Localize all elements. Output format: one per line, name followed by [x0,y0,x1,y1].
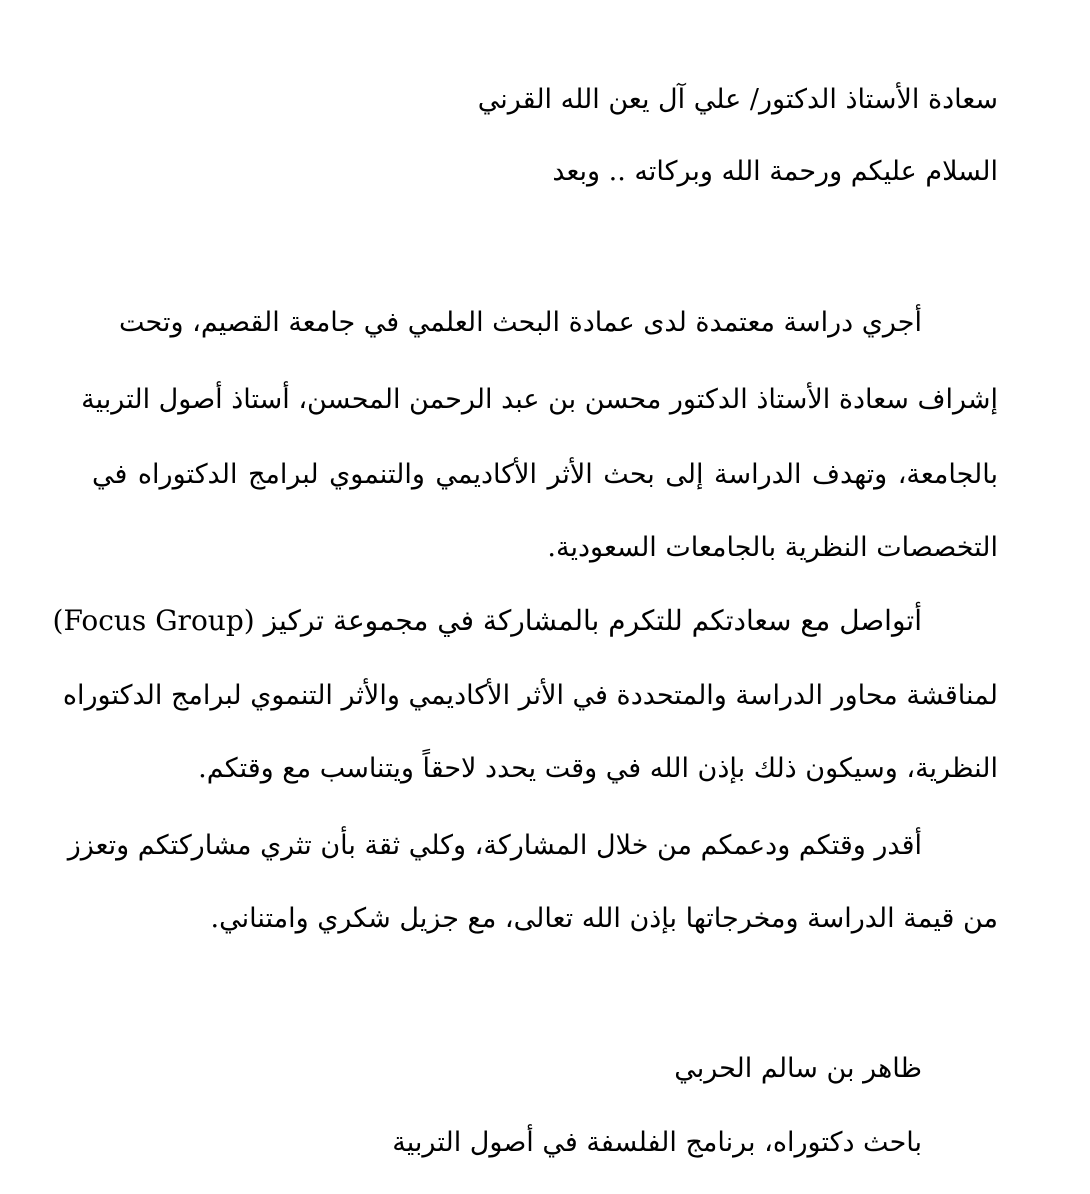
paragraph1-line3: بالجامعة، وتهدف الدراسة إلى بحث الأثر الأكاديمي والتنموي لبرامج الدكتوراه في [92,459,998,490]
addressee-line: سعادة الأستاذ الدكتور/ علي آل يعن الله القرني [477,84,998,115]
paragraph2-line2: لمناقشة محاور الدراسة والمتحددة في الأثر الأكاديمي والأثر التنموي لبرامج الدكتوراه [62,680,998,711]
paragraph2-line3: النظرية، وسيكون ذلك بإذن الله في وقت يحدد لاحقاً ويتناسب مع وقتكم. [198,753,998,784]
paragraph1-line2: إشراف سعادة الأستاذ الدكتور محسن بن عبد الرحمن المحسن، أستاذ أصول التربية [81,384,998,415]
greeting-line: السلام عليكم ورحمة الله وبركاته .. وبعد [552,156,998,187]
signature-name: ظاهر بن سالم الحربي [674,1053,922,1084]
paragraph1-line4: التخصصات النظرية بالجامعات السعودية. [547,532,998,563]
paragraph3-line1: أقدر وقتكم ودعمكم من خلال المشاركة، وكلي ثقة بأن تثري مشاركتكم وتعزز [67,830,922,861]
signature-title: باحث دكتوراه، برنامج الفلسفة في أصول التربية [392,1127,922,1158]
paragraph2-line1: أتواصل مع سعادتكم للتكرم بالمشاركة في مجموعة تركيز (Focus Group) [52,604,922,637]
paragraph1-line1: أجري دراسة معتمدة لدى عمادة البحث العلمي في جامعة القصيم، وتحت [119,307,922,338]
paragraph3-line2: من قيمة الدراسة ومخرجاتها بإذن الله تعالى، مع جزيل شكري وامتناني. [210,903,998,934]
